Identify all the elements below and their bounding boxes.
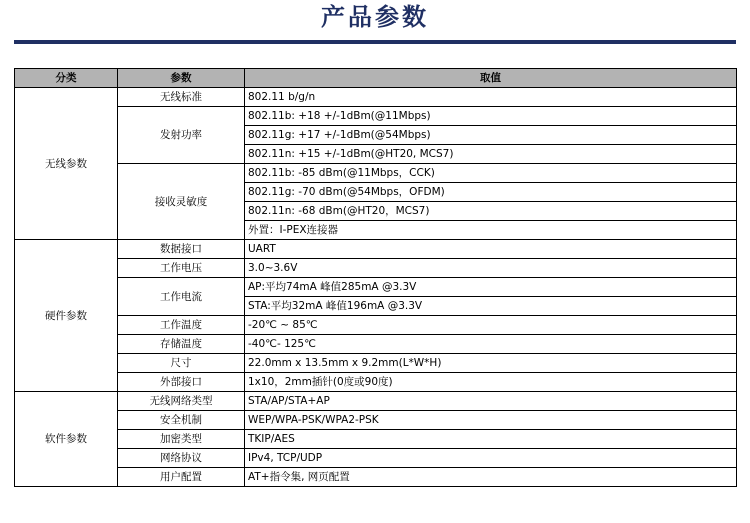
param-cell: 网络协议 [118, 449, 245, 468]
value-cell: 3.0~3.6V [245, 259, 737, 278]
category-cell: 软件参数 [15, 392, 118, 487]
value-cell: 802.11n: +15 +/-1dBm(@HT20, MCS7) [245, 145, 737, 164]
table-row [15, 88, 737, 107]
value-cell: IPv4, TCP/UDP [245, 449, 737, 468]
value-cell: AT+指令集, 网页配置 [245, 468, 737, 487]
table-header-row [15, 69, 737, 88]
value-cell: UART [245, 240, 737, 259]
value-cell: STA:平均32mA 峰值196mA @3.3V [245, 297, 737, 316]
param-cell: 发射功率 [118, 107, 245, 164]
table-row [15, 468, 737, 487]
table-row [15, 316, 737, 335]
table-row [15, 259, 737, 278]
table-row [15, 411, 737, 430]
header-param: 参数 [118, 69, 245, 88]
table-row [15, 430, 737, 449]
param-cell: 工作电压 [118, 259, 245, 278]
table-row [15, 278, 737, 297]
param-cell: 外部接口 [118, 373, 245, 392]
table-row [15, 107, 737, 126]
param-cell: 安全机制 [118, 411, 245, 430]
param-cell: 接收灵敏度 [118, 164, 245, 240]
param-cell: 存储温度 [118, 335, 245, 354]
table-row [15, 240, 737, 259]
value-cell: 1x10，2mm插针(0度或90度) [245, 373, 737, 392]
value-cell: STA/AP/STA+AP [245, 392, 737, 411]
param-cell: 用户配置 [118, 468, 245, 487]
spec-table [14, 68, 737, 487]
value-cell: 外置：I-PEX连接器 [245, 221, 737, 240]
header-value: 取值 [245, 69, 737, 88]
title-underline [14, 40, 736, 44]
value-cell: 22.0mm x 13.5mm x 9.2mm(L*W*H) [245, 354, 737, 373]
value-cell: 802.11b: -85 dBm(@11Mbps，CCK) [245, 164, 737, 183]
header-category: 分类 [15, 69, 118, 88]
param-cell: 工作温度 [118, 316, 245, 335]
value-cell: WEP/WPA-PSK/WPA2-PSK [245, 411, 737, 430]
value-cell: -20℃ ~ 85℃ [245, 316, 737, 335]
value-cell: 802.11g: +17 +/-1dBm(@54Mbps) [245, 126, 737, 145]
param-cell: 无线网络类型 [118, 392, 245, 411]
category-cell: 硬件参数 [15, 240, 118, 392]
table-row [15, 373, 737, 392]
table-row [15, 392, 737, 411]
param-cell: 加密类型 [118, 430, 245, 449]
table-row [15, 164, 737, 183]
value-cell: 802.11 b/g/n [245, 88, 737, 107]
param-cell: 数据接口 [118, 240, 245, 259]
value-cell: 802.11b: +18 +/-1dBm(@11Mbps) [245, 107, 737, 126]
table-body [15, 88, 737, 487]
param-cell: 工作电流 [118, 278, 245, 316]
table-row [15, 449, 737, 468]
param-cell: 无线标准 [118, 88, 245, 107]
value-cell: TKIP/AES [245, 430, 737, 449]
value-cell: 802.11n: -68 dBm(@HT20，MCS7) [245, 202, 737, 221]
value-cell: 802.11g: -70 dBm(@54Mbps，OFDM) [245, 183, 737, 202]
table-row [15, 354, 737, 373]
table-row [15, 335, 737, 354]
value-cell: AP:平均74mA 峰值285mA @3.3V [245, 278, 737, 297]
value-cell: -40℃- 125℃ [245, 335, 737, 354]
page-title: 产品参数 [321, 3, 429, 31]
param-cell: 尺寸 [118, 354, 245, 373]
category-cell: 无线参数 [15, 88, 118, 240]
